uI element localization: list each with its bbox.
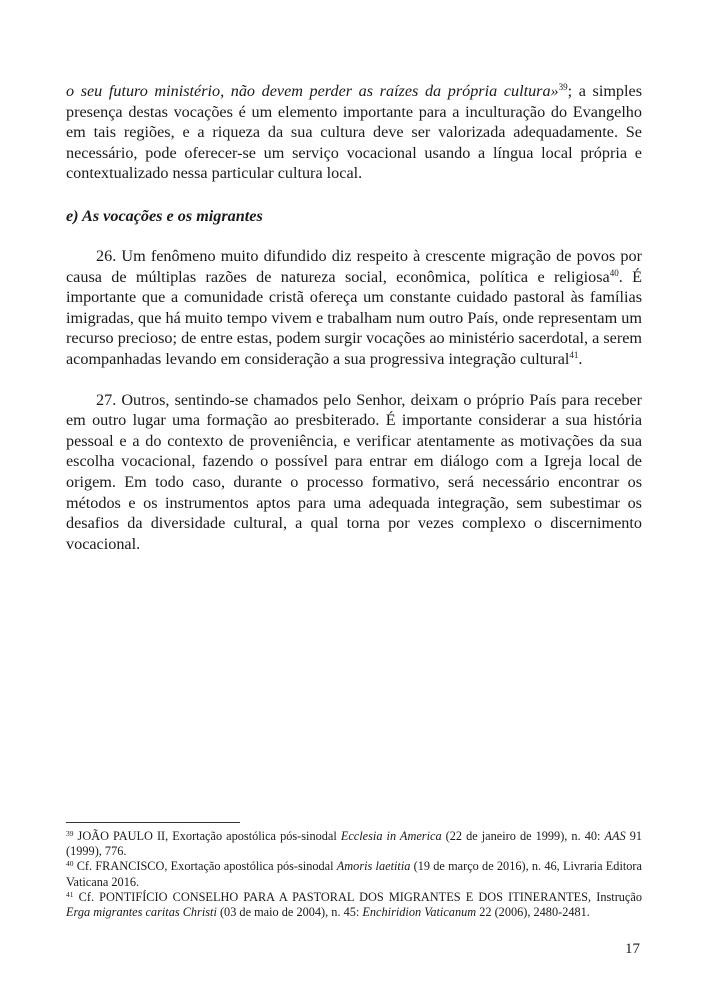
footnote-text: Cf. FRANCISCO, Exortação apostólica pós-sinodal	[73, 859, 337, 874]
page-number: 17	[625, 941, 640, 957]
footnote-title: Enchiridion Vaticanum	[362, 905, 477, 920]
footnote-39	[66, 829, 642, 859]
footnote-text: 22 (2006), 2480-2481.	[476, 905, 590, 920]
footnote-title: Ecclesia in America	[340, 829, 442, 843]
para26-text-a: 26. Um fenômeno muito difundido diz respeito à crescente migração de povos por causa de múltiplas razões de natureza social, econômica, política e religiosa	[66, 246, 642, 286]
paragraph-27: 27. Outros, sentindo-se chamados pelo Senhor, deixam o próprio País para receber em outro lugar uma formação ao presbiterado. É importante considerar a sua história pessoal e a do contexto de proveniência, e verificar atentamente as motivações da sua escolha vocacional, fazendo o possível para entrar em diálogo com a Igreja local de origem. Em todo caso, durante o processo formativo, será necessário encontrar os métodos e os instrumentos aptos para uma adequada integração, sem subestimar os desafios da diversidade cultural, a qual torna por vezes complexo o discernimento vocacional.	[66, 390, 642, 553]
footnote-title: AAS	[604, 829, 626, 843]
footnote-ref-39[interactable]: 39	[558, 82, 568, 92]
page-body	[66, 81, 642, 554]
footnote-title: Erga migrantes caritas Christi	[66, 905, 217, 920]
paragraph-26	[66, 246, 642, 370]
footnote-text: (03 de maio de 2004), n. 45:	[216, 905, 363, 920]
footnote-number: 40	[66, 859, 74, 869]
footnote-41	[66, 890, 642, 920]
footnote-ref-40[interactable]: 40	[609, 267, 619, 278]
footnote-ref-41[interactable]: 41	[569, 349, 579, 360]
footnote-number: 39	[66, 829, 74, 838]
footnote-text: (22 de janeiro de 1999), n. 40:	[441, 829, 605, 843]
footnote-number: 41	[66, 889, 74, 899]
para26-text-b: . É importante que a comunidade cristã ofereça um constante cuidado pastoral às famílias imigradas, que há muito tempo vivem e trabalham num outro País, onde representam um recurso precioso; de entre estas, podem surgir vocações ao ministério sacerdotal, a serem acompanhadas levando em consideração a sua progressiva integração cultural	[66, 267, 643, 368]
footnote-text: Cf. PONTIFÍCIO CONSELHO PARA A PASTORAL DOS MIGRANTES E DOS ITINERANTES, Instrução	[73, 889, 642, 904]
footnote-text: (19 de março de 2016), n. 46, Livraria Editora Vaticana 2016.	[66, 859, 642, 889]
footnote-40	[66, 859, 642, 889]
footnote-text: JOÃO PAULO II, Exortação apostólica pós-sinodal	[73, 829, 341, 843]
para26-text-c: .	[578, 349, 583, 368]
intro-text: ; a simples presença destas vocações é um elemento importante para a inculturação do Evangelho em tais regiões, e a riqueza da sua cultura deve ser valorizada adequadamente. Se necessário, pode oferecer-se um serviço vocacional usando a língua local própria e contextualizado nessa particular cultura local.	[66, 82, 642, 183]
footnote-separator	[66, 822, 240, 823]
footnote-title: Amoris laetitia	[336, 859, 411, 874]
footnotes	[66, 822, 642, 920]
quote-text: o seu futuro ministério, não devem perder as raízes da própria cultura»	[66, 82, 559, 100]
section-heading: e) As vocações e os migrantes	[66, 206, 263, 225]
footnote-text: 91 (1999), 776.	[66, 829, 642, 859]
intro-paragraph	[66, 81, 642, 184]
